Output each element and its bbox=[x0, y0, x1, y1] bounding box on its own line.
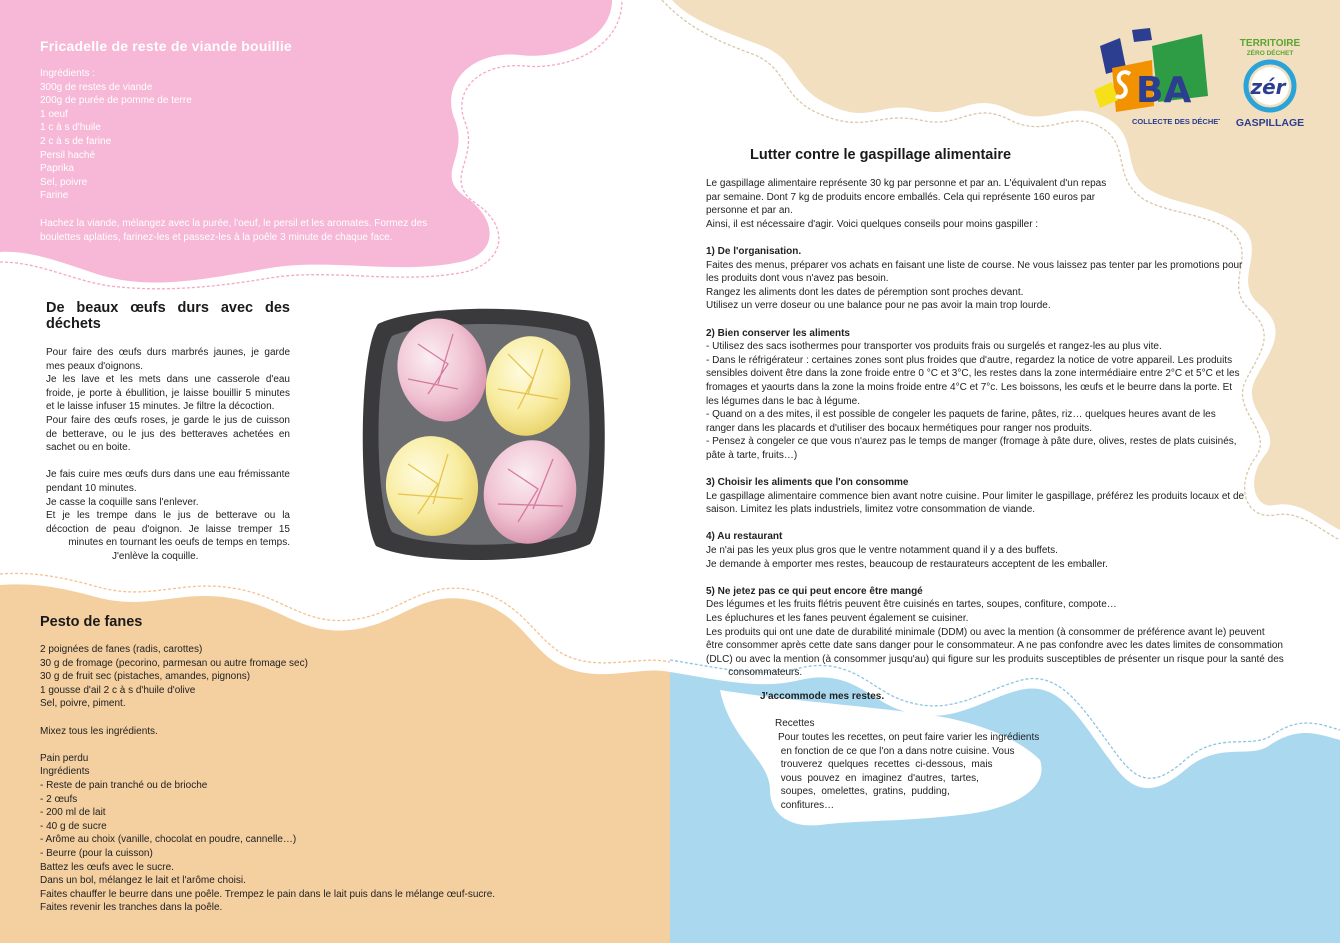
pesto-line bbox=[40, 738, 495, 752]
oeufs-section bbox=[46, 300, 290, 564]
section-line: les légumes dans le bac à légume. bbox=[706, 395, 860, 407]
pesto-line: 30 g de fruit sec (pistaches, amandes, pignons) bbox=[40, 671, 251, 683]
section-line: Je n'ai pas les yeux plus gros que le ventre notamment quand il y a des buffets. bbox=[706, 545, 1058, 557]
fricadelle-ingredients bbox=[40, 67, 192, 203]
pesto-line: Faites revenir les tranches dans la poêle. bbox=[40, 902, 223, 914]
section-line: saison. Limitez les plats industriels, limitez votre consommation de viande. bbox=[706, 504, 1036, 516]
ingredient-line: 1 oeuf bbox=[40, 108, 68, 120]
oeufs-text bbox=[46, 346, 290, 564]
section-line: Je demande à emporter mes restes, beaucoup de restaurateurs acceptent de les emballer. bbox=[706, 558, 1108, 570]
section-line: être consommer après cette date sans danger pour le consommateur. A ne pas confondre avec les dates limites de consommation bbox=[706, 640, 1283, 652]
restes-title-wrap bbox=[760, 690, 884, 704]
oeufs-p8: J'enlève la coquille. bbox=[112, 550, 199, 562]
section-line: (DLC) ou avec la mention (à consommer jusqu'au) qui figure sur les produits susceptibles de présenter un risque pour la santé des bbox=[706, 653, 1284, 665]
svg-text:ZÉRO DÉCHET: ZÉRO DÉCHET bbox=[1246, 50, 1294, 57]
intro-line: Ainsi, il est nécessaire d'agir. Voici quelques conseils pour moins gaspiller : bbox=[706, 218, 1039, 230]
oeufs-p1: Pour faire des œufs durs marbrés jaunes, je garde mes peaux d'oignons. bbox=[46, 347, 290, 372]
svg-text:BA: BA bbox=[1136, 70, 1192, 111]
pesto-lines bbox=[40, 643, 495, 915]
oeufs-title: De beaux œufs durs avec des déchets bbox=[46, 300, 290, 332]
oeufs-p6: Et je les trempe dans le jus de betterave ou la décoction de peau d'oignon. Je laisse tremper 15 bbox=[46, 510, 290, 535]
section-line: pâte à tarte, fruits…) bbox=[706, 449, 798, 461]
section-line: Le gaspillage alimentaire commence bien avant notre cuisine. Pour limiter le gaspillage, préférez les produits locaux et de bbox=[706, 490, 1245, 502]
oeufs-p2: Je les lave et les mets dans une casserole d'eau froide, je porte à ébullition, je laisse bouillir 5 minutes et le laisse infuser 15 minutes. Je filtre la décoction. bbox=[46, 374, 290, 413]
section-line: Les épluchures et les fanes peuvent également se cuisiner. bbox=[706, 613, 969, 624]
pesto-line: 2 poignées de fanes (radis, carottes) bbox=[40, 644, 203, 655]
section-title: 3) Choisir les aliments que l'on consomme bbox=[706, 477, 909, 489]
ingredient-line: Sel, poivre bbox=[40, 176, 88, 188]
section-line: - Dans le réfrigérateur : certaines zones sont plus froides que d'autre, regardez la notice de votre appareil. Les produits bbox=[706, 354, 1233, 366]
section-line: Utilisez un verre doseur ou une balance pour ne pas avoir la main trop lourde. bbox=[706, 300, 1051, 312]
section-line: - Pensez à congeler ce que vous n'aurez pas le temps de manger (fromage à pâte dure, olives, restes de plats cuisinés, bbox=[706, 436, 1237, 448]
pesto-section bbox=[40, 614, 142, 630]
pesto-line: - Reste de pain tranché ou de brioche bbox=[40, 779, 208, 791]
intro-line: personne et par an. bbox=[706, 205, 793, 217]
sba-tagline: COLLECTE DES DÉCHETS bbox=[1132, 117, 1220, 126]
fricadelle-recipe bbox=[40, 38, 460, 54]
gaspillage-title-wrap bbox=[750, 147, 1011, 163]
oeufs-p7: minutes en tournant les oeufs de temps en temps. bbox=[68, 537, 290, 549]
pesto-line: Faites chauffer le beurre dans une poêle. Trempez le pain dans le lait puis dans le mélange œuf-sucre. bbox=[40, 888, 496, 900]
fricadelle-title: Fricadelle de reste de viande bouillie bbox=[40, 38, 292, 54]
pesto-line bbox=[40, 711, 495, 725]
restes-line: confitures… bbox=[778, 799, 835, 811]
section-line: Les produits qui ont une date de durabilité minimale (DDM) ou avec la mention (à consommer de préférence avant le) peuvent bbox=[706, 626, 1265, 638]
restes-title: J'accommode mes restes. bbox=[760, 691, 885, 702]
pesto-line: - 40 g de sucre bbox=[40, 820, 107, 832]
svg-text:zér: zér bbox=[1250, 75, 1286, 99]
section-title: 2) Bien conserver les aliments bbox=[706, 327, 850, 339]
ingredient-line: Persil haché bbox=[40, 149, 96, 161]
method-line: boulettes aplaties, farinez-les et passez-les à la poêle 3 minute de chaque face. bbox=[40, 231, 393, 243]
pesto-line: Dans un bol, mélangez le lait et l'arôme choisi. bbox=[40, 875, 246, 887]
section-title: 5) Ne jetez pas ce qui peut encore être mangé bbox=[706, 585, 923, 597]
pesto-line: - Beurre (pour la cuisson) bbox=[40, 847, 153, 859]
section-line: ranger dans les placards et d'utiliser des bocaux hermétiques pour ranger nos produits. bbox=[706, 422, 1093, 434]
section-line: sensibles doivent être dans la zone froide entre 0 °C et 3°C, les restes dans la zone intermédiaire entre 2°C et 5°C et les bbox=[706, 368, 1240, 380]
section-line: les produits dont vous n'avez pas besoin. bbox=[706, 273, 889, 285]
section-line: - Utilisez des sacs isothermes pour transporter vos produits frais ou surgelés et rangez-les au plus vite. bbox=[706, 341, 1162, 353]
pesto-line: - 2 œufs bbox=[40, 793, 78, 805]
svg-text:TERRITOIRE: TERRITOIRE bbox=[1239, 38, 1301, 49]
restes-line: vous pouvez en imaginez d'autres, tartes, bbox=[778, 772, 979, 784]
section-line: - Quand on a des mites, il est possible de congeler les paquets de farine, pâtes, riz… quelques heures avant de les bbox=[706, 409, 1216, 421]
oeufs-p3: Pour faire des œufs roses, je garde le jus de cuisson de betterave, ou le jus des betteraves achetées en sachet ou en boite. bbox=[46, 414, 290, 454]
ingredient-line: Farine bbox=[40, 190, 69, 202]
pesto-line: Pain perdu bbox=[40, 752, 89, 764]
section-line: Faites des menus, préparer vos achats en faisant une liste de course. Ne vous laissez pas tenter par les promotions pour bbox=[706, 259, 1243, 271]
ingredient-line: 2 c à s de farine bbox=[40, 135, 112, 147]
pesto-line: Battez les œufs avec le sucre. bbox=[40, 861, 174, 873]
restes-subtitle: Recettes bbox=[775, 718, 815, 729]
section-line: Rangez les aliments dont les dates de péremption sont proches devant. bbox=[706, 286, 1024, 298]
ingredient-line: 200g de purée de pomme de terre bbox=[40, 95, 192, 107]
ingredient-line: Ingrédients : bbox=[40, 68, 96, 79]
restes-subtitle-wrap bbox=[775, 717, 814, 731]
eggs-photo bbox=[358, 294, 610, 572]
intro-line: Le gaspillage alimentaire représente 30 kg par personne et par an. L'équivalent d'un repas bbox=[706, 178, 1107, 189]
section-title: 4) Au restaurant bbox=[706, 531, 783, 543]
oeufs-p5: Je casse la coquille sans l'enlever. bbox=[46, 496, 199, 508]
section-line: Des légumes et les fruits flétris peuvent être cuisinés en tartes, soupes, confiture, compote… bbox=[706, 599, 1117, 611]
pesto-line: 1 gousse d'ail 2 c à s d'huile d'olive bbox=[40, 684, 196, 696]
section-line: fromages et yaourts dans la zone la moins froide entre 4°C et 7°c. Les boissons, les œufs et le beurre dans la porte. Et bbox=[706, 381, 1233, 393]
ingredient-line: 1 c à s d'huile bbox=[40, 122, 101, 134]
pesto-line: Sel, poivre, piment. bbox=[40, 698, 126, 710]
gaspillage-title: Lutter contre le gaspillage alimentaire bbox=[750, 147, 1012, 163]
ingredient-line: Paprika bbox=[40, 163, 74, 175]
section-line: consommateurs. bbox=[706, 667, 803, 679]
restes-lines bbox=[778, 731, 1039, 813]
pesto-line: Ingrédients bbox=[40, 766, 90, 778]
gaspillage-intro bbox=[706, 177, 1284, 680]
method-line: Hachez la viande, mélangez avec la purée, l'oeuf, le persil et les aromates. Formez des bbox=[40, 218, 428, 229]
fricadelle-method bbox=[40, 217, 427, 244]
pesto-line: 30 g de fromage (pecorino, parmesan ou autre fromage sec) bbox=[40, 657, 308, 669]
oeufs-p4: Je fais cuire mes œufs durs dans une eau frémissante pendant 10 minutes. bbox=[46, 469, 290, 494]
restes-line: soupes, omelettes, gratins, pudding, bbox=[778, 786, 950, 798]
sba-logo bbox=[1092, 28, 1220, 130]
pesto-line: - Arôme au choix (vanille, chocolat en poudre, cannelle…) bbox=[40, 834, 297, 846]
pesto-line: Mixez tous les ingrédients. bbox=[40, 725, 158, 737]
pesto-line: - 200 ml de lait bbox=[40, 807, 106, 819]
section-title: 1) De l'organisation. bbox=[706, 245, 802, 257]
restes-line: Pour toutes les recettes, on peut faire varier les ingrédients bbox=[778, 732, 1040, 743]
restes-line: en fonction de ce que l'on a dans notre cuisine. Vous bbox=[778, 745, 1015, 757]
ingredient-line: 300g de restes de viande bbox=[40, 81, 153, 93]
restes-line: trouverez quelques recettes ci-dessous, mais bbox=[778, 759, 993, 771]
svg-text:GASPILLAGE: GASPILLAGE bbox=[1235, 117, 1305, 129]
pesto-title: Pesto de fanes bbox=[40, 614, 143, 630]
zero-gaspillage-logo bbox=[1232, 34, 1308, 130]
intro-line: par semaine. Dont 7 kg de produits encore emballés. Cela qui représente 160 euros par bbox=[706, 191, 1096, 203]
